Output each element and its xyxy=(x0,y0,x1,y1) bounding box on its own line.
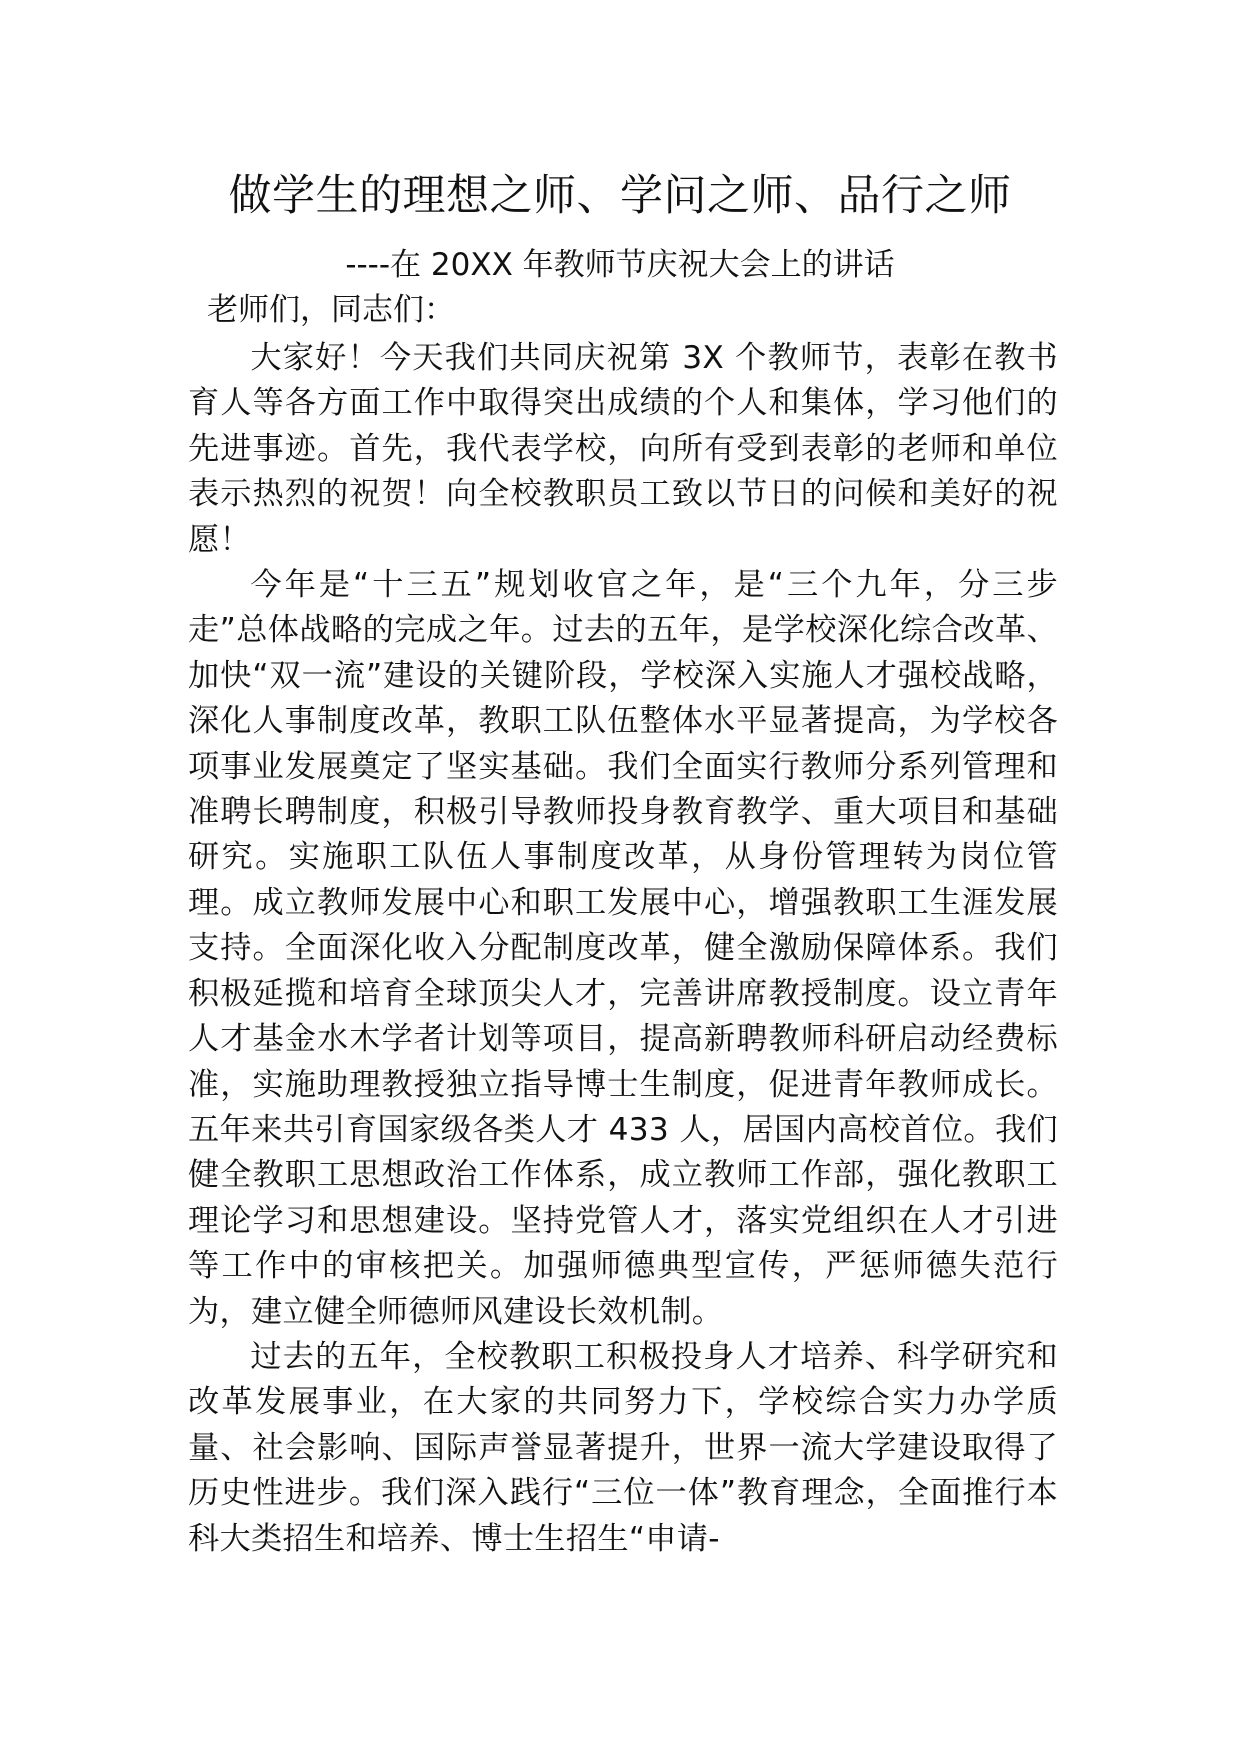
salutation: 老师们，同志们： xyxy=(207,292,455,328)
paragraph-2: 今年是“十三五”规划收官之年，是“三个九年，分三步走”总体战略的完成之年。过去的五年，是学校深化综合改革、加快“双一流”建设的关键阶段，学校深入实施人才强校战略，深化人事制度改革，教职工队伍整体水平显著提高，为学校各项事业发展奠定了坚实基础。我们全面实行教师分系列管理和准聘长聘制度，积极引导教师投身教育教学、重大项目和基础研究。实施职工队伍人事制度改革，从身份管理转为岗位管理。成立教师发展中心和职工发展中心，增强教职工生涯发展支持。全面深化收入分配制度改革，健全激励保障体系。我们积极延揽和培育全球顶尖人才，完善讲席教授制度。设立青年人才基金水木学者计划等项目，提高新聘教师科研启动经费标准，实施助理教授独立指导博士生制度，促进青年教师成长。五年来共引育国家级各类人才 433 人，居国内高校首位。我们健全教职工思想政治工作体系，成立教师工作部，强化教职工理论学习和思想建设。坚持党管人才，落实党组织在人才引进等工作中的审核把关。加强师德典型宣传，严惩师德失范行为，建立健全师德师风建设长效机制。 xyxy=(188,567,1058,1330)
document-title: 做学生的理想之师、学问之师、品行之师 xyxy=(228,171,1012,221)
paragraph-1: 大家好！今天我们共同庆祝第 3X 个教师节，表彰在教书育人等各方面工作中取得突出成绩的个人和集体，学习他们的先进事迹。首先，我代表学校，向所有受到表彰的老师和单位表示热烈的祝贺！向全校教职员工致以节日的问候和美好的祝愿！ xyxy=(188,340,1058,558)
paragraph-3: 过去的五年，全校教职工积极投身人才培养、科学研究和改革发展事业，在大家的共同努力下，学校综合实力办学质量、社会影响、国际声誉显著提升，世界一流大学建设取得了历史性进步。我们深入践行“三位一体”教育理念，全面推行本科大类招生和培养、博士生招生“申请- xyxy=(188,1338,1058,1557)
document-subtitle: ----在 20XX 年教师节庆祝大会上的讲话 xyxy=(345,247,895,283)
document-body xyxy=(188,336,1058,1562)
